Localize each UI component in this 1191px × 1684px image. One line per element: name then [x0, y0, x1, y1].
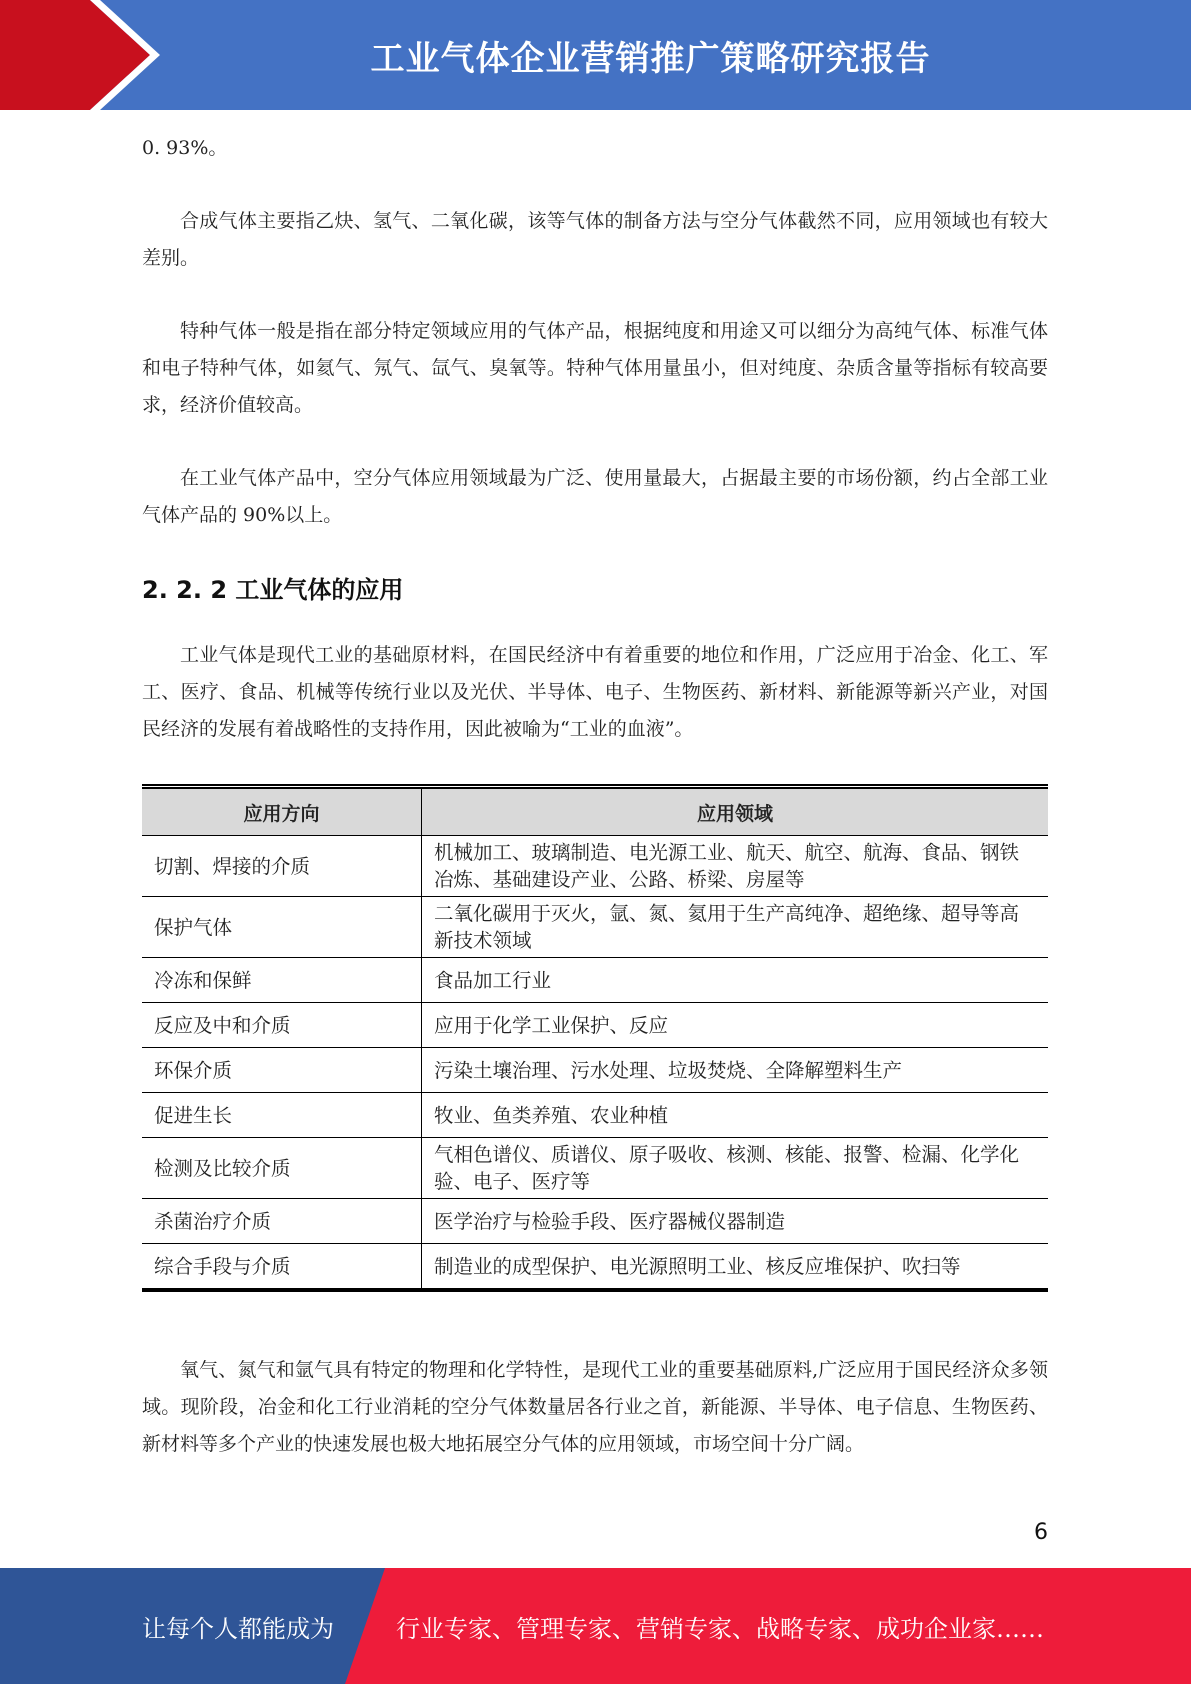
- table-row: [142, 1138, 1048, 1199]
- table-cell: 环保介质: [142, 1048, 422, 1093]
- table-cell: 促进生长: [142, 1093, 422, 1138]
- table-cell: 污染土壤治理、污水处理、垃圾焚烧、全降解塑料生产: [422, 1048, 1049, 1093]
- table-row: [142, 1003, 1048, 1048]
- table-row: [142, 1244, 1048, 1291]
- table-cell: 食品加工行业: [422, 958, 1049, 1003]
- table-cell: 冷冻和保鲜: [142, 958, 422, 1003]
- table-cell: 医学治疗与检验手段、医疗器械仪器制造: [422, 1199, 1049, 1244]
- table-row: [142, 958, 1048, 1003]
- application-table: [142, 784, 1048, 1292]
- table-cell: 二氧化碳用于灭火，氩、氮、氦用于生产高纯净、超绝缘、超导等高新技术领域: [422, 897, 1049, 958]
- paragraph-continued: 0. 93%。: [142, 137, 228, 159]
- page-number: 6: [1034, 1520, 1048, 1545]
- paragraph-air-separation: 在工业气体产品中，空分气体应用领域最为广泛、使用量最大，占据最主要的市场份额，约占全部工业气体产品的 90%以上。: [142, 467, 1048, 526]
- footer-slogan-right: 行业专家、管理专家、营销专家、战略专家、成功企业家……: [396, 1614, 1044, 1643]
- footer-banner: [0, 1568, 1191, 1684]
- table-row: [142, 836, 1048, 897]
- column-header-field: 应用领域: [422, 787, 1049, 836]
- table-cell: 杀菌治疗介质: [142, 1199, 422, 1244]
- paragraph-synthetic-gas: 合成气体主要指乙炔、氢气、二氧化碳，该等气体的制备方法与空分气体截然不同，应用领域也有较大差别。: [142, 210, 1048, 269]
- table-row: [142, 1093, 1048, 1138]
- section-heading: 2. 2. 2 工业气体的应用: [142, 576, 404, 604]
- table-cell: 综合手段与介质: [142, 1244, 422, 1291]
- table-cell: 气相色谱仪、质谱仪、原子吸收、核测、核能、报警、检漏、化学化验、电子、医疗等: [422, 1138, 1049, 1199]
- paragraph-intro: 工业气体是现代工业的基础原材料，在国民经济中有着重要的地位和作用，广泛应用于冶金、化工、军工、医疗、食品、机械等传统行业以及光伏、半导体、电子、生物医药、新材料、新能源等新兴产业，对国民经济的发展有着战略性的支持作用，因此被喻为“工业的血液”。: [142, 644, 1048, 740]
- table-row: [142, 1199, 1048, 1244]
- table-cell: 应用于化学工业保护、反应: [422, 1003, 1049, 1048]
- column-header-direction: 应用方向: [142, 787, 422, 836]
- table-row: [142, 1048, 1048, 1093]
- table-cell: 检测及比较介质: [142, 1138, 422, 1199]
- table-cell: 反应及中和介质: [142, 1003, 422, 1048]
- table-cell: 牧业、鱼类养殖、农业种植: [422, 1093, 1049, 1138]
- paragraph-special-gas: 特种气体一般是指在部分特定领域应用的气体产品，根据纯度和用途又可以细分为高纯气体、标准气体和电子特种气体，如氦气、氖气、氙气、臭氧等。特种气体用量虽小，但对纯度、杂质含量等指标有较高要求，经济价值较高。: [142, 320, 1048, 416]
- table-cell: 机械加工、玻璃制造、电光源工业、航天、航空、航海、食品、钢铁冶炼、基础建设产业、公路、桥梁、房屋等: [422, 836, 1049, 897]
- footer-slogan-left: 让每个人都能成为: [142, 1614, 334, 1643]
- table-cell: 制造业的成型保护、电光源照明工业、核反应堆保护、吹扫等: [434, 1254, 961, 1278]
- paragraph-bottom: 氧气、氮气和氩气具有特定的物理和化学特性，是现代工业的重要基础原料,广泛应用于国民经济众多领域。现阶段，冶金和化工行业消耗的空分气体数量居各行业之首，新能源、半导体、电子信息、生物医药、新材料等多个产业的快速发展也极大地拓展空分气体的应用领域，市场空间十分广阔。: [142, 1359, 1048, 1455]
- table-row: [142, 897, 1048, 958]
- report-title: 工业气体企业营销推广策略研究报告: [370, 38, 931, 79]
- table-cell: 保护气体: [142, 897, 422, 958]
- table-header-row: [142, 787, 1048, 836]
- table-cell: 切割、焊接的介质: [142, 836, 422, 897]
- header-banner: [0, 0, 1191, 110]
- page-content: [142, 130, 1048, 1499]
